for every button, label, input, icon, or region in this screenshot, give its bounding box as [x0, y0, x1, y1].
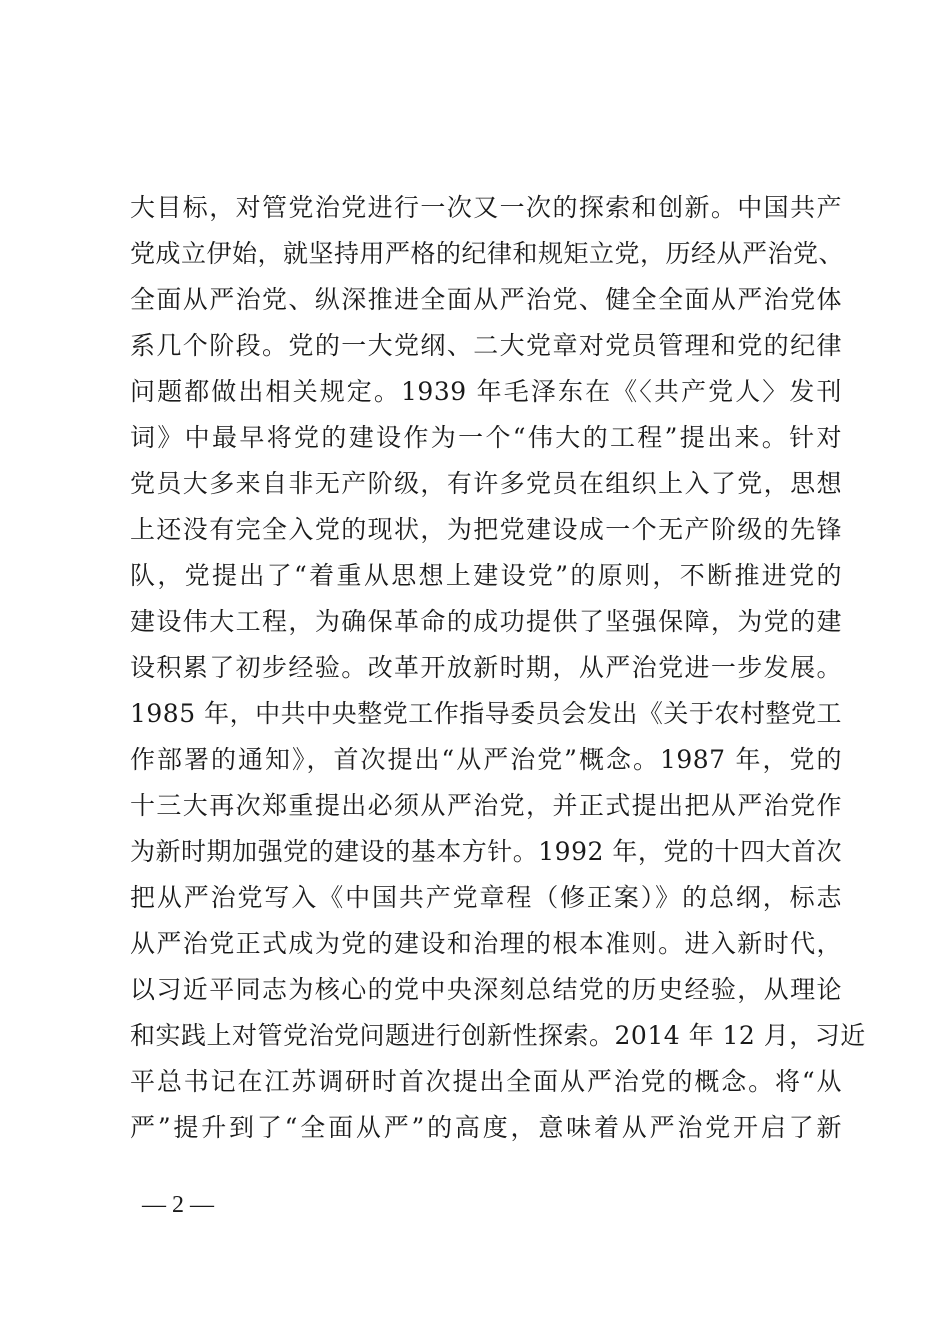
- text-line: 以习近平同志为核心的党中央深刻总结党的历史经验，从理论: [130, 975, 842, 1004]
- text-line: 大目标，对管党治党进行一次又一次的探索和创新。中国共产: [130, 193, 842, 222]
- page-number: — 2 —: [142, 1192, 214, 1218]
- text-line: 平总书记在江苏调研时首次提出全面从严治党的概念。将“从: [130, 1067, 842, 1096]
- text-line: 作部署的通知》，首次提出“从严治党”概念。1987 年，党的: [130, 745, 842, 774]
- text-line: 设积累了初步经验。改革开放新时期，从严治党进一步发展。: [130, 653, 842, 682]
- text-line: 1985 年，中共中央整党工作指导委员会发出《关于农村整党工: [130, 699, 842, 728]
- body-paragraph: [130, 185, 866, 1151]
- text-line: 和实践上对管党治党问题进行创新性探索。2014 年 12 月，习近: [130, 1021, 866, 1050]
- text-line: 把从严治党写入《中国共产党章程（修正案）》的总纲，标志: [130, 883, 842, 912]
- text-line: 系几个阶段。党的一大党纲、二大党章对党员管理和党的纪律: [130, 331, 842, 360]
- text-line: 全面从严治党、纵深推进全面从严治党、健全全面从严治党体: [130, 285, 842, 314]
- text-line: 为新时期加强党的建设的基本方针。1992 年，党的十四大首次: [130, 837, 842, 866]
- text-line: 建设伟大工程，为确保革命的成功提供了坚强保障，为党的建: [130, 607, 842, 636]
- text-line: 党员大多来自非无产阶级，有许多党员在组织上入了党，思想: [130, 469, 842, 498]
- text-line: 问题都做出相关规定。1939 年毛泽东在《〈共产党人〉发刊: [130, 377, 842, 406]
- text-line: 队，党提出了“着重从思想上建设党”的原则，不断推进党的: [130, 561, 842, 590]
- text-line: 词》中最早将党的建设作为一个“伟大的工程”提出来。针对: [130, 423, 842, 452]
- text-line: 严”提升到了“全面从严”的高度，意味着从严治党开启了新: [130, 1113, 842, 1142]
- text-line: 十三大再次郑重提出必须从严治党，并正式提出把从严治党作: [130, 791, 842, 820]
- text-line: 从严治党正式成为党的建设和治理的根本准则。进入新时代，: [130, 929, 842, 958]
- text-line: 党成立伊始，就坚持用严格的纪律和规矩立党，历经从严治党、: [130, 239, 845, 268]
- text-line: 上还没有完全入党的现状，为把党建设成一个无产阶级的先锋: [130, 515, 842, 544]
